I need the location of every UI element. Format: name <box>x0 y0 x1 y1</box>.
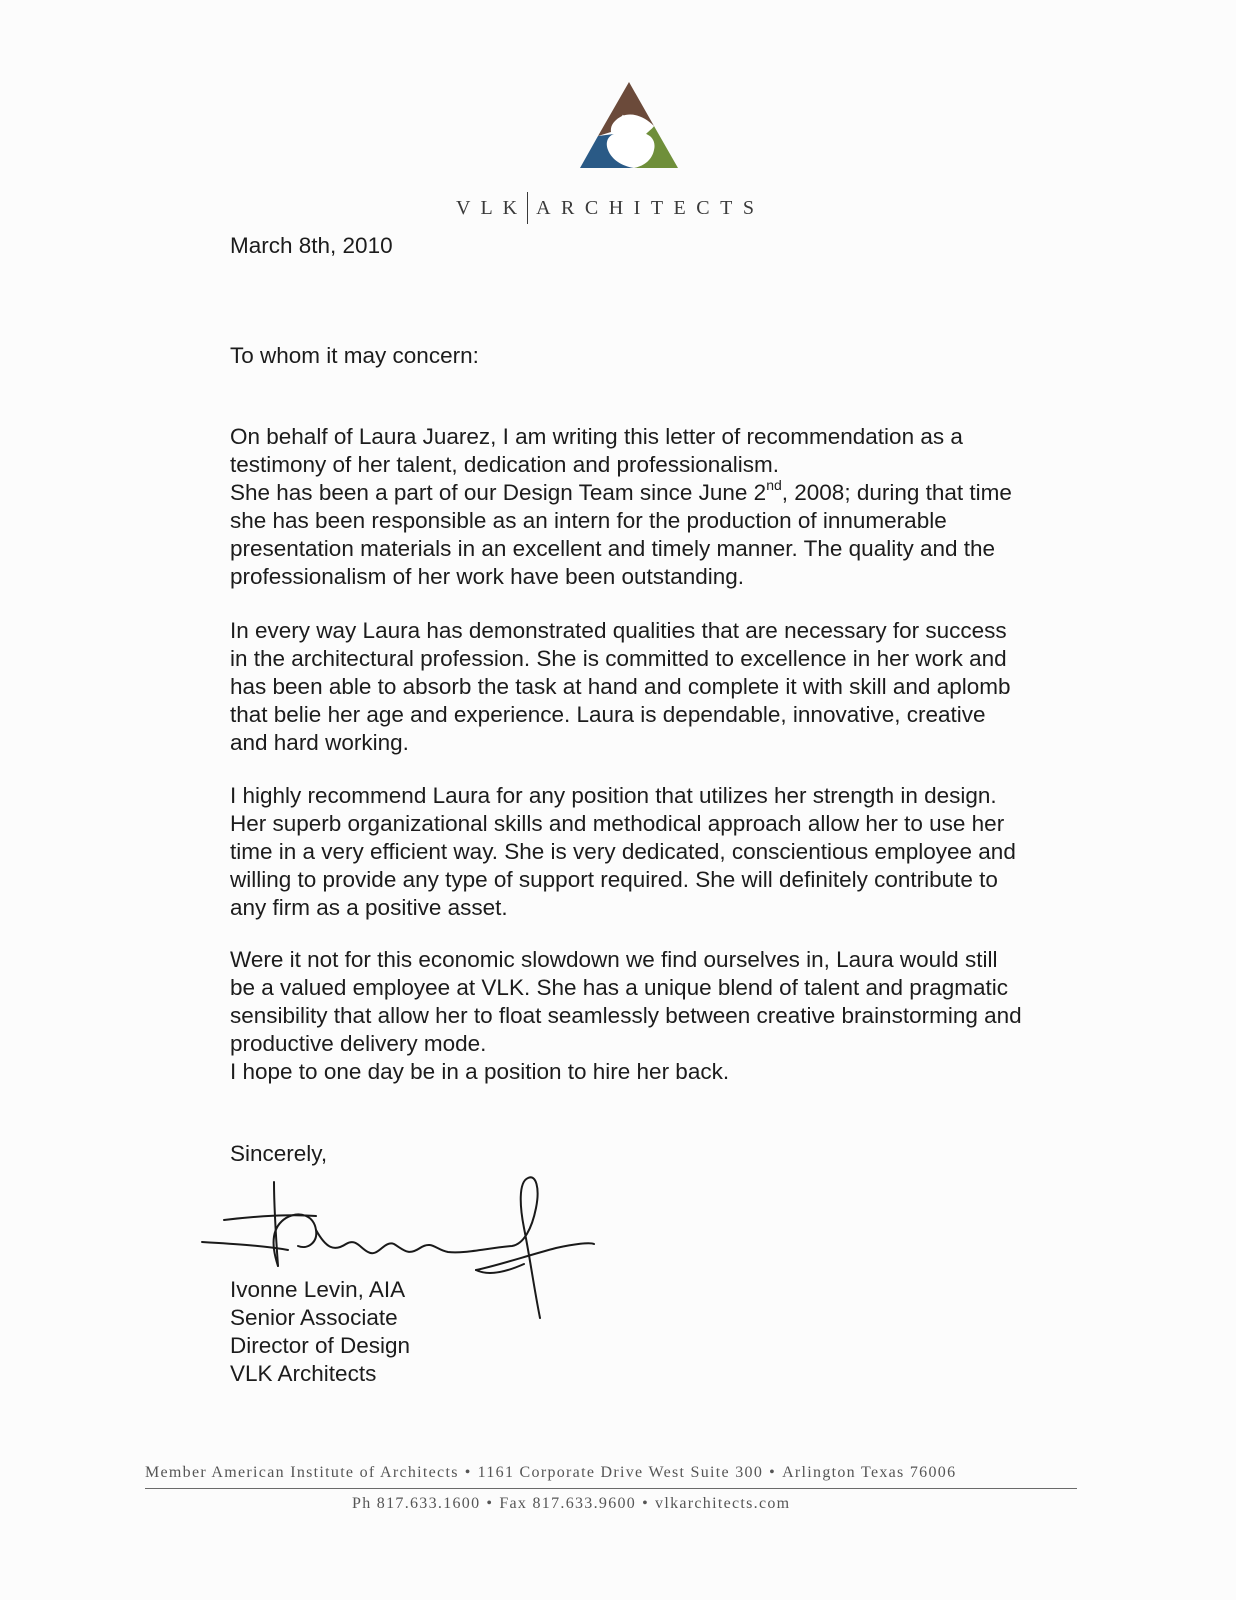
p3-line-2: Her superb organizational skills and methodical approach allow her to use her <box>230 811 1005 836</box>
signer-title-1: Senior Associate <box>230 1305 398 1330</box>
brand-architects: ARCHITECTS <box>536 196 765 219</box>
p1-line-3b: , 2008; during that time <box>781 480 1012 505</box>
brand-wordmark <box>456 190 796 226</box>
p4-line-5: I hope to one day be in a position to hire her back. <box>230 1059 730 1084</box>
brand-divider <box>527 192 528 224</box>
p1-line-5: presentation materials in an excellent and timely manner. The quality and the <box>230 536 996 561</box>
footer-membership: Member American Institute of Architects <box>145 1464 459 1481</box>
footer-bullet-1: • <box>464 1464 472 1481</box>
p3-line-4: willing to provide any type of support required. She will definitely contribute to <box>230 867 998 892</box>
letter-date: March 8th, 2010 <box>230 233 393 258</box>
p1-line-2: testimony of her talent, dedication and professionalism. <box>230 452 780 477</box>
p4-line-3: sensibility that allow her to float seamlessly between creative brainstorming and <box>230 1003 1022 1028</box>
p2-line-3: has been able to absorb the task at hand and complete it with skill and aplomb <box>230 674 1011 699</box>
salutation: To whom it may concern: <box>230 343 479 368</box>
p4-line-2: be a valued employee at VLK. She has a unique blend of talent and pragmatic <box>230 975 1009 1000</box>
paragraph-2 <box>230 617 1090 757</box>
p1-line-3 <box>230 476 1090 507</box>
paragraph-1 <box>230 423 1090 591</box>
paragraph-3 <box>230 782 1090 922</box>
p1-line-4: she has been responsible as an intern for the production of innumerable <box>230 508 947 533</box>
footer-website[interactable]: vlkarchitects.com <box>655 1495 791 1512</box>
p3-line-1: I highly recommend Laura for any position that utilizes her strength in design. <box>230 783 997 808</box>
vlk-logo-icon <box>578 80 680 172</box>
paragraph-4 <box>230 946 1090 1086</box>
footer-bullet-2: • <box>769 1464 777 1481</box>
signer-title-2: Director of Design <box>230 1333 411 1358</box>
footer-bullet-4: • <box>642 1495 650 1512</box>
signer-company: VLK Architects <box>230 1361 377 1386</box>
footer-address-line <box>145 1464 1085 1482</box>
footer-fax: Fax 817.633.9600 <box>499 1495 637 1512</box>
p2-line-2: in the architectural profession. She is committed to excellence in her work and <box>230 646 1007 671</box>
p3-line-3: time in a very efficient way. She is very dedicated, conscientious employee and <box>230 839 1016 864</box>
p3-line-5: any firm as a positive asset. <box>230 895 508 920</box>
p1-line-3-sup: nd <box>766 476 782 493</box>
footer-address: 1161 Corporate Drive West Suite 300 <box>477 1464 764 1481</box>
p1-line-1: On behalf of Laura Juarez, I am writing this letter of recommendation as a <box>230 424 963 449</box>
footer-contact-line <box>352 1495 912 1513</box>
p1-line-3a: She has been a part of our Design Team since June 2 <box>230 480 767 505</box>
footer-phone: Ph 817.633.1600 <box>352 1495 481 1512</box>
p1-line-6: professionalism of her work have been outstanding. <box>230 564 745 589</box>
p2-line-5: and hard working. <box>230 730 409 755</box>
footer-bullet-3: • <box>486 1495 494 1512</box>
brand-vlk: VLK <box>456 196 528 219</box>
footer-city: Arlington Texas 76006 <box>782 1464 957 1481</box>
signer-name: Ivonne Levin, AIA <box>230 1277 406 1302</box>
p2-line-4: that belie her age and experience. Laura is dependable, innovative, creative <box>230 702 986 727</box>
p4-line-4: productive delivery mode. <box>230 1031 487 1056</box>
footer-rule <box>145 1488 1077 1489</box>
closing: Sincerely, <box>230 1141 328 1166</box>
signature-block <box>230 1276 410 1388</box>
p4-line-1: Were it not for this economic slowdown we find ourselves in, Laura would still <box>230 947 998 972</box>
p2-line-1: In every way Laura has demonstrated qualities that are necessary for success <box>230 618 1007 643</box>
